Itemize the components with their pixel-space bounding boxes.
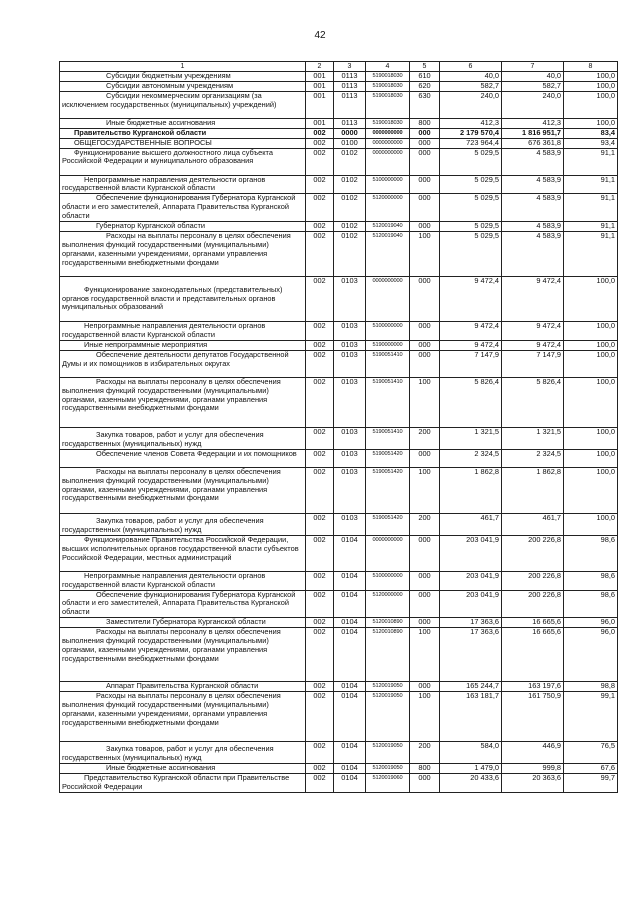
row-name: Субсидии автономным учреждениям [60,81,306,91]
column-header: 1 [60,62,306,72]
row-name: Заместители Губернатора Курганской области [60,618,306,628]
row-code-3: 0103 [334,427,366,449]
row-code-5: 000 [410,148,440,175]
row-value-8: 100,0 [564,467,618,513]
row-code-3: 0103 [334,340,366,350]
row-value-8: 91,1 [564,222,618,232]
row-code-3: 0103 [334,321,366,340]
row-name: Обеспечение членов Совета Федерации и их помощников [60,449,306,467]
table-row [60,535,618,571]
row-name: Правительство Курганской области [60,128,306,138]
row-value-6: 2 179 570,4 [440,128,502,138]
row-value-7: 582,7 [502,81,564,91]
row-code-4: 5120019040 [366,231,410,276]
table-row [60,148,618,175]
row-code-2: 002 [306,231,334,276]
row-code-4: 5190000000 [366,340,410,350]
row-code-2: 001 [306,91,334,118]
row-value-7: 200 226,8 [502,571,564,590]
table-row [60,175,618,194]
table-row [60,449,618,467]
row-value-6: 163 181,7 [440,692,502,742]
row-code-3: 0102 [334,231,366,276]
row-value-6: 17 363,6 [440,628,502,682]
row-code-5: 200 [410,513,440,535]
row-code-3: 0103 [334,513,366,535]
row-value-6: 5 826,4 [440,377,502,427]
row-code-3: 0103 [334,377,366,427]
row-value-7: 4 583,9 [502,194,564,222]
row-value-7: 9 472,4 [502,340,564,350]
row-code-2: 002 [306,692,334,742]
row-name: Обеспечение деятельности депутатов Государственной Думы и их помощников в избирательных округах [60,350,306,377]
row-value-8: 100,0 [564,72,618,82]
row-value-7: 5 826,4 [502,377,564,427]
column-header: 8 [564,62,618,72]
row-value-6: 584,0 [440,742,502,764]
row-name: Расходы на выплаты персоналу в целях обеспечения выполнения функций государственными (муниципальными) органами, казенными учреждениями, органами управления государственными внебюджетными фондами [60,377,306,427]
row-code-4: 5120019050 [366,742,410,764]
row-code-5: 000 [410,682,440,692]
table-row [60,742,618,764]
row-code-3: 0104 [334,742,366,764]
row-value-8: 99,1 [564,692,618,742]
row-value-6: 461,7 [440,513,502,535]
row-code-2: 002 [306,449,334,467]
row-value-8: 100,0 [564,350,618,377]
row-code-5: 000 [410,773,440,792]
row-name: Функционирование законодательных (представительных) органов государственной власти и представительных органов муниципальных образований [60,276,306,321]
row-name: Расходы на выплаты персоналу в целях обеспечения выполнения функций государственными (муниципальными) органами, казенными учреждениями, органами управления государственными внебюджетными фондами [60,692,306,742]
row-value-8: 100,0 [564,81,618,91]
row-code-5: 610 [410,72,440,82]
row-code-5: 000 [410,276,440,321]
row-code-4: 0000000000 [366,535,410,571]
row-code-5: 100 [410,628,440,682]
row-code-4: 0000000000 [366,148,410,175]
row-name: Иные непрограммные мероприятия [60,340,306,350]
row-value-7: 161 750,9 [502,692,564,742]
row-value-6: 582,7 [440,81,502,91]
row-code-4: 5190051410 [366,377,410,427]
row-name: Закупка товаров, работ и услуг для обеспечения государственных (муниципальных) нужд [60,427,306,449]
row-code-3: 0113 [334,72,366,82]
row-name: Непрограммные направления деятельности органов государственной власти Курганской области [60,571,306,590]
column-header: 6 [440,62,502,72]
table-row [60,81,618,91]
table-row [60,91,618,118]
row-code-3: 0102 [334,148,366,175]
row-code-3: 0104 [334,628,366,682]
row-name: Иные бюджетные ассигнования [60,764,306,774]
column-header: 3 [334,62,366,72]
row-value-7: 2 324,5 [502,449,564,467]
row-name: Обеспечение функционирования Губернатора Курганской области и его заместителей, Аппарата Правительства Курганской области [60,590,306,618]
row-code-2: 002 [306,618,334,628]
row-code-4: 5100000000 [366,321,410,340]
row-value-6: 165 244,7 [440,682,502,692]
row-value-8: 93,4 [564,138,618,148]
row-code-5: 000 [410,128,440,138]
row-code-5: 000 [410,449,440,467]
row-value-8: 100,0 [564,276,618,321]
table-row [60,231,618,276]
row-code-5: 200 [410,427,440,449]
row-code-2: 002 [306,764,334,774]
table-row [60,618,618,628]
row-code-2: 002 [306,682,334,692]
row-value-7: 16 665,6 [502,628,564,682]
table-row [60,350,618,377]
column-header: 5 [410,62,440,72]
row-code-5: 000 [410,175,440,194]
row-name: Функционирование Правительства Российской Федерации, высших исполнительных органов государственной власти субъектов Российской Федерации, местных администраций [60,535,306,571]
row-value-8: 67,6 [564,764,618,774]
row-code-2: 002 [306,138,334,148]
table-row [60,427,618,449]
row-code-5: 000 [410,350,440,377]
row-code-5: 200 [410,742,440,764]
row-code-4: 0000000000 [366,128,410,138]
row-code-3: 0102 [334,194,366,222]
row-name: Субсидии некоммерческим организациям (за исключением государственных (муниципальных) учреждений) [60,91,306,118]
table-row [60,467,618,513]
row-code-2: 002 [306,742,334,764]
table-row [60,571,618,590]
table-row [60,194,618,222]
table-row [60,682,618,692]
row-value-8: 100,0 [564,118,618,128]
row-value-8: 98,6 [564,590,618,618]
row-value-7: 461,7 [502,513,564,535]
row-code-5: 000 [410,222,440,232]
row-value-6: 203 041,9 [440,571,502,590]
row-code-4: 5120019050 [366,764,410,774]
row-value-6: 1 479,0 [440,764,502,774]
row-value-6: 240,0 [440,91,502,118]
row-value-7: 200 226,8 [502,590,564,618]
row-code-2: 002 [306,571,334,590]
row-value-8: 91,1 [564,231,618,276]
table-row [60,340,618,350]
row-code-4: 0000000000 [366,276,410,321]
row-code-3: 0113 [334,81,366,91]
row-name: Аппарат Правительства Курганской области [60,682,306,692]
row-code-3: 0104 [334,590,366,618]
row-value-7: 9 472,4 [502,276,564,321]
row-value-7: 7 147,9 [502,350,564,377]
row-name: Субсидии бюджетным учреждениям [60,72,306,82]
row-value-8: 76,5 [564,742,618,764]
row-code-4: 5120019050 [366,692,410,742]
row-value-7: 9 472,4 [502,321,564,340]
row-code-2: 002 [306,148,334,175]
row-code-4: 5190051420 [366,513,410,535]
row-code-4: 5100000000 [366,571,410,590]
row-code-5: 000 [410,340,440,350]
row-code-4: 5190018030 [366,81,410,91]
row-code-2: 001 [306,81,334,91]
row-value-7: 412,3 [502,118,564,128]
row-value-8: 96,0 [564,628,618,682]
row-code-4: 5190018030 [366,118,410,128]
table-row [60,377,618,427]
row-code-4: 5190018030 [366,91,410,118]
row-value-8: 98,6 [564,535,618,571]
row-value-8: 100,0 [564,449,618,467]
row-value-6: 1 862,8 [440,467,502,513]
table-row [60,72,618,82]
row-value-8: 100,0 [564,340,618,350]
row-code-3: 0103 [334,350,366,377]
row-code-3: 0104 [334,773,366,792]
row-value-6: 9 472,4 [440,321,502,340]
row-code-4: 5190051420 [366,467,410,513]
row-code-5: 800 [410,764,440,774]
row-value-8: 96,0 [564,618,618,628]
row-value-7: 20 363,6 [502,773,564,792]
row-name: Расходы на выплаты персоналу в целях обеспечения выполнения функций государственными (муниципальными) органами, казенными учреждениями, органами управления государственными внебюджетными фондами [60,467,306,513]
row-code-2: 002 [306,628,334,682]
row-value-7: 1 321,5 [502,427,564,449]
row-value-8: 83,4 [564,128,618,138]
table-row [60,128,618,138]
row-value-7: 446,9 [502,742,564,764]
table-row [60,692,618,742]
row-code-5: 630 [410,91,440,118]
row-code-4: 5120010890 [366,618,410,628]
row-value-7: 4 583,9 [502,148,564,175]
row-value-8: 99,7 [564,773,618,792]
row-name: ОБЩЕГОСУДАРСТВЕННЫЕ ВОПРОСЫ [60,138,306,148]
row-value-7: 240,0 [502,91,564,118]
row-code-3: 0113 [334,118,366,128]
page-number: 42 [314,30,326,41]
row-code-2: 002 [306,467,334,513]
row-value-6: 1 321,5 [440,427,502,449]
row-value-7: 1 816 951,7 [502,128,564,138]
row-code-2: 002 [306,222,334,232]
row-code-2: 002 [306,377,334,427]
row-code-2: 002 [306,773,334,792]
table-row [60,590,618,618]
row-name: Расходы на выплаты персоналу в целях обеспечения выполнения функций государственными (муниципальными) органами, казенными учреждениями, органами управления государственными внебюджетными фондами [60,628,306,682]
row-code-5: 000 [410,618,440,628]
row-name: Непрограммные направления деятельности органов государственной власти Курганской области [60,321,306,340]
row-value-7: 4 583,9 [502,175,564,194]
row-name: Обеспечение функционирования Губернатора Курганской области и его заместителей, Аппарата Правительства Курганской области [60,194,306,222]
row-name: Иные бюджетные ассигнования [60,118,306,128]
row-value-7: 4 583,9 [502,231,564,276]
row-value-8: 98,6 [564,571,618,590]
row-value-7: 676 361,8 [502,138,564,148]
row-code-5: 100 [410,231,440,276]
row-code-3: 0103 [334,467,366,513]
row-name: Представительство Курганской области при Правительстве Российской Федерации [60,773,306,792]
row-value-6: 40,0 [440,72,502,82]
row-value-7: 4 583,9 [502,222,564,232]
row-value-7: 999,8 [502,764,564,774]
row-code-3: 0104 [334,571,366,590]
row-name: Закупка товаров, работ и услуг для обеспечения государственных (муниципальных) нужд [60,742,306,764]
column-header: 2 [306,62,334,72]
row-code-2: 001 [306,72,334,82]
row-name: Закупка товаров, работ и услуг для обеспечения государственных (муниципальных) нужд [60,513,306,535]
row-name: Непрограммные направления деятельности органов государственной власти Курганской области [60,175,306,194]
row-value-8: 100,0 [564,91,618,118]
row-value-6: 5 029,5 [440,148,502,175]
row-code-3: 0000 [334,128,366,138]
row-code-4: 5190051410 [366,350,410,377]
row-code-2: 002 [306,321,334,340]
row-value-8: 91,1 [564,175,618,194]
row-value-6: 5 029,5 [440,222,502,232]
row-code-3: 0104 [334,618,366,628]
row-name: Губернатор Курганской области [60,222,306,232]
row-code-5: 000 [410,571,440,590]
row-code-2: 001 [306,118,334,128]
row-code-3: 0104 [334,692,366,742]
row-value-8: 100,0 [564,377,618,427]
row-code-4: 5120019060 [366,773,410,792]
row-code-2: 002 [306,350,334,377]
row-value-6: 17 363,6 [440,618,502,628]
row-code-2: 002 [306,535,334,571]
budget-table [59,61,618,793]
row-code-2: 002 [306,340,334,350]
row-code-4: 5190051410 [366,427,410,449]
column-header: 7 [502,62,564,72]
row-value-8: 91,1 [564,194,618,222]
row-code-2: 002 [306,128,334,138]
row-value-6: 9 472,4 [440,276,502,321]
row-code-2: 002 [306,194,334,222]
row-code-4: 5120019040 [366,222,410,232]
row-code-5: 000 [410,590,440,618]
row-code-5: 100 [410,692,440,742]
row-code-5: 620 [410,81,440,91]
row-value-6: 2 324,5 [440,449,502,467]
row-code-5: 100 [410,467,440,513]
row-code-4: 5190018030 [366,72,410,82]
row-value-6: 203 041,9 [440,535,502,571]
row-code-4: 5100000000 [366,175,410,194]
row-code-2: 002 [306,175,334,194]
row-code-5: 100 [410,377,440,427]
row-value-7: 16 665,6 [502,618,564,628]
row-value-6: 9 472,4 [440,340,502,350]
row-value-8: 100,0 [564,321,618,340]
table-row [60,628,618,682]
row-name: Функционирование высшего должностного лица субъекта Российской Федерации и муниципального образования [60,148,306,175]
row-code-5: 000 [410,321,440,340]
row-value-7: 1 862,8 [502,467,564,513]
row-code-3: 0104 [334,535,366,571]
row-code-4: 5190051420 [366,449,410,467]
row-code-3: 0113 [334,91,366,118]
row-value-6: 5 029,5 [440,231,502,276]
row-code-2: 002 [306,427,334,449]
table-header-row [60,62,618,72]
row-value-8: 91,1 [564,148,618,175]
row-code-5: 000 [410,194,440,222]
column-header: 4 [366,62,410,72]
row-code-4: 5120000000 [366,590,410,618]
row-code-4: 5120019050 [366,682,410,692]
table-row [60,222,618,232]
row-value-7: 200 226,8 [502,535,564,571]
row-value-8: 98,8 [564,682,618,692]
row-value-6: 723 964,4 [440,138,502,148]
row-code-5: 000 [410,138,440,148]
row-code-4: 0000000000 [366,138,410,148]
table-row [60,138,618,148]
row-code-5: 800 [410,118,440,128]
row-code-3: 0102 [334,175,366,194]
row-code-3: 0100 [334,138,366,148]
row-code-4: 5120010890 [366,628,410,682]
table-row [60,118,618,128]
row-code-2: 002 [306,590,334,618]
row-value-6: 20 433,6 [440,773,502,792]
row-code-3: 0104 [334,764,366,774]
row-value-8: 100,0 [564,427,618,449]
row-value-7: 163 197,6 [502,682,564,692]
row-code-2: 002 [306,276,334,321]
row-value-6: 5 029,5 [440,194,502,222]
row-code-2: 002 [306,513,334,535]
row-value-6: 5 029,5 [440,175,502,194]
row-code-3: 0102 [334,222,366,232]
row-value-6: 7 147,9 [440,350,502,377]
row-code-3: 0104 [334,682,366,692]
row-value-6: 412,3 [440,118,502,128]
table-row [60,276,618,321]
row-name: Расходы на выплаты персоналу в целях обеспечения выполнения функций государственными (муниципальными) органами, казенными учреждениями, органами управления государственными внебюджетными фондами [60,231,306,276]
row-code-4: 5120000000 [366,194,410,222]
row-code-3: 0103 [334,276,366,321]
row-code-5: 000 [410,535,440,571]
row-value-6: 203 041,9 [440,590,502,618]
table-row [60,773,618,792]
table-row [60,321,618,340]
table-row [60,764,618,774]
row-code-3: 0103 [334,449,366,467]
table-row [60,513,618,535]
row-value-7: 40,0 [502,72,564,82]
row-value-8: 100,0 [564,513,618,535]
